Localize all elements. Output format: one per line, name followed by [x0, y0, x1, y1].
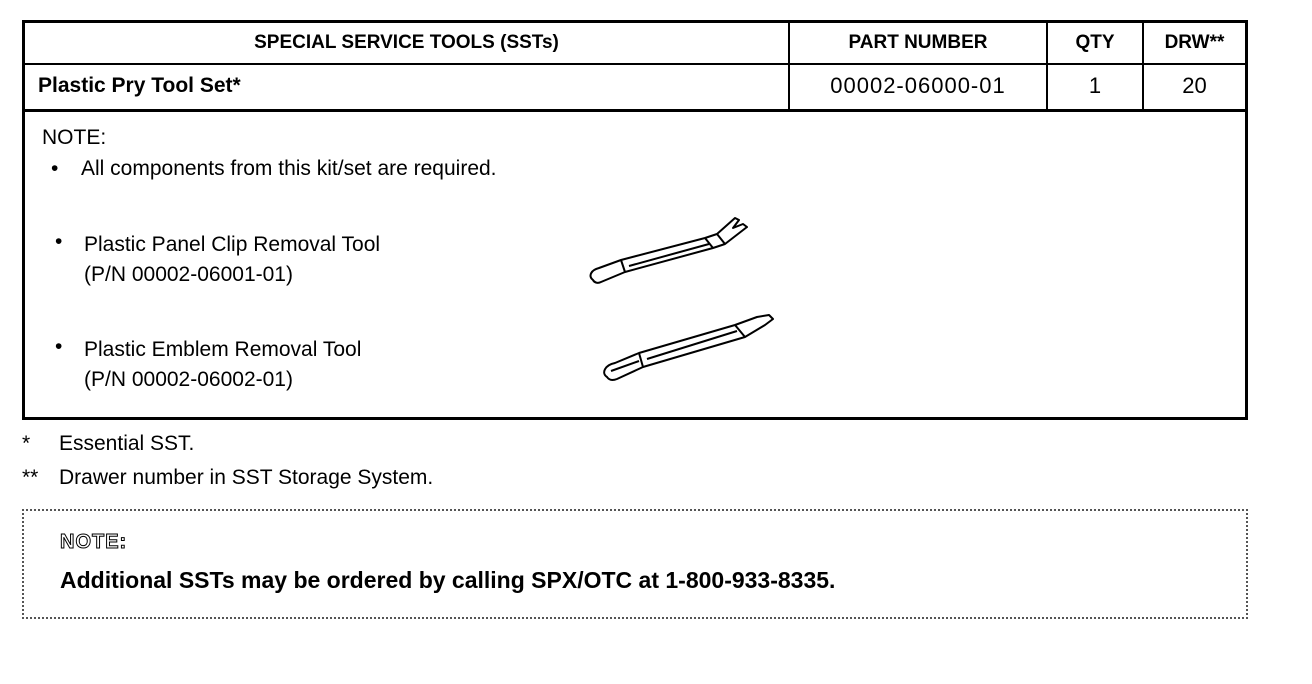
tool-set-qty: 1 — [1048, 63, 1144, 109]
bullet-symbol: • — [55, 335, 63, 358]
ordering-note-text: Additional SSTs may be ordered by calling SPX/OTC at 1-800-933-8335. — [60, 567, 836, 593]
tool-name: Plastic Emblem Removal Tool — [84, 338, 362, 361]
table-note-area — [25, 112, 1245, 417]
tool-part-number: (P/N 00002-06002-01) — [84, 368, 293, 391]
tool-part-number: (P/N 00002-06001-01) — [84, 263, 293, 286]
footnote-drawer — [22, 466, 433, 490]
footnote-essential — [22, 432, 194, 456]
table-header-row — [25, 23, 1245, 65]
sst-table — [22, 20, 1248, 420]
tool-set-drw: 20 — [1182, 73, 1207, 98]
tool-name: Plastic Panel Clip Removal Tool — [84, 233, 381, 256]
bullet-symbol: • — [55, 230, 63, 253]
note-bullet — [51, 157, 497, 181]
header-drw: DRW** — [1164, 32, 1225, 53]
panel-clip-removal-tool-illustration — [585, 210, 765, 300]
table-row — [25, 63, 1245, 112]
footnote-text: Drawer number in SST Storage System. — [59, 466, 434, 489]
header-tools: SPECIAL SERVICE TOOLS (SSTs) — [25, 23, 790, 63]
ordering-note-label: NOTE: — [60, 531, 128, 553]
emblem-removal-tool-illustration — [599, 301, 779, 391]
note-bullet-text: All components from this kit/set are required. — [81, 157, 497, 180]
tool-set-part-number: 00002-06000-01 — [790, 63, 1048, 109]
footnote-mark: ** — [22, 466, 39, 489]
footnote-mark: * — [22, 432, 31, 455]
ordering-note-box — [22, 509, 1248, 619]
tool-set-name: Plastic Pry Tool Set* — [25, 63, 790, 109]
header-qty: QTY — [1048, 23, 1144, 63]
header-part-number: PART NUMBER — [790, 23, 1048, 63]
bullet-symbol: • — [51, 157, 59, 180]
footnote-text: Essential SST. — [59, 432, 195, 455]
note-label: NOTE: — [42, 126, 107, 149]
